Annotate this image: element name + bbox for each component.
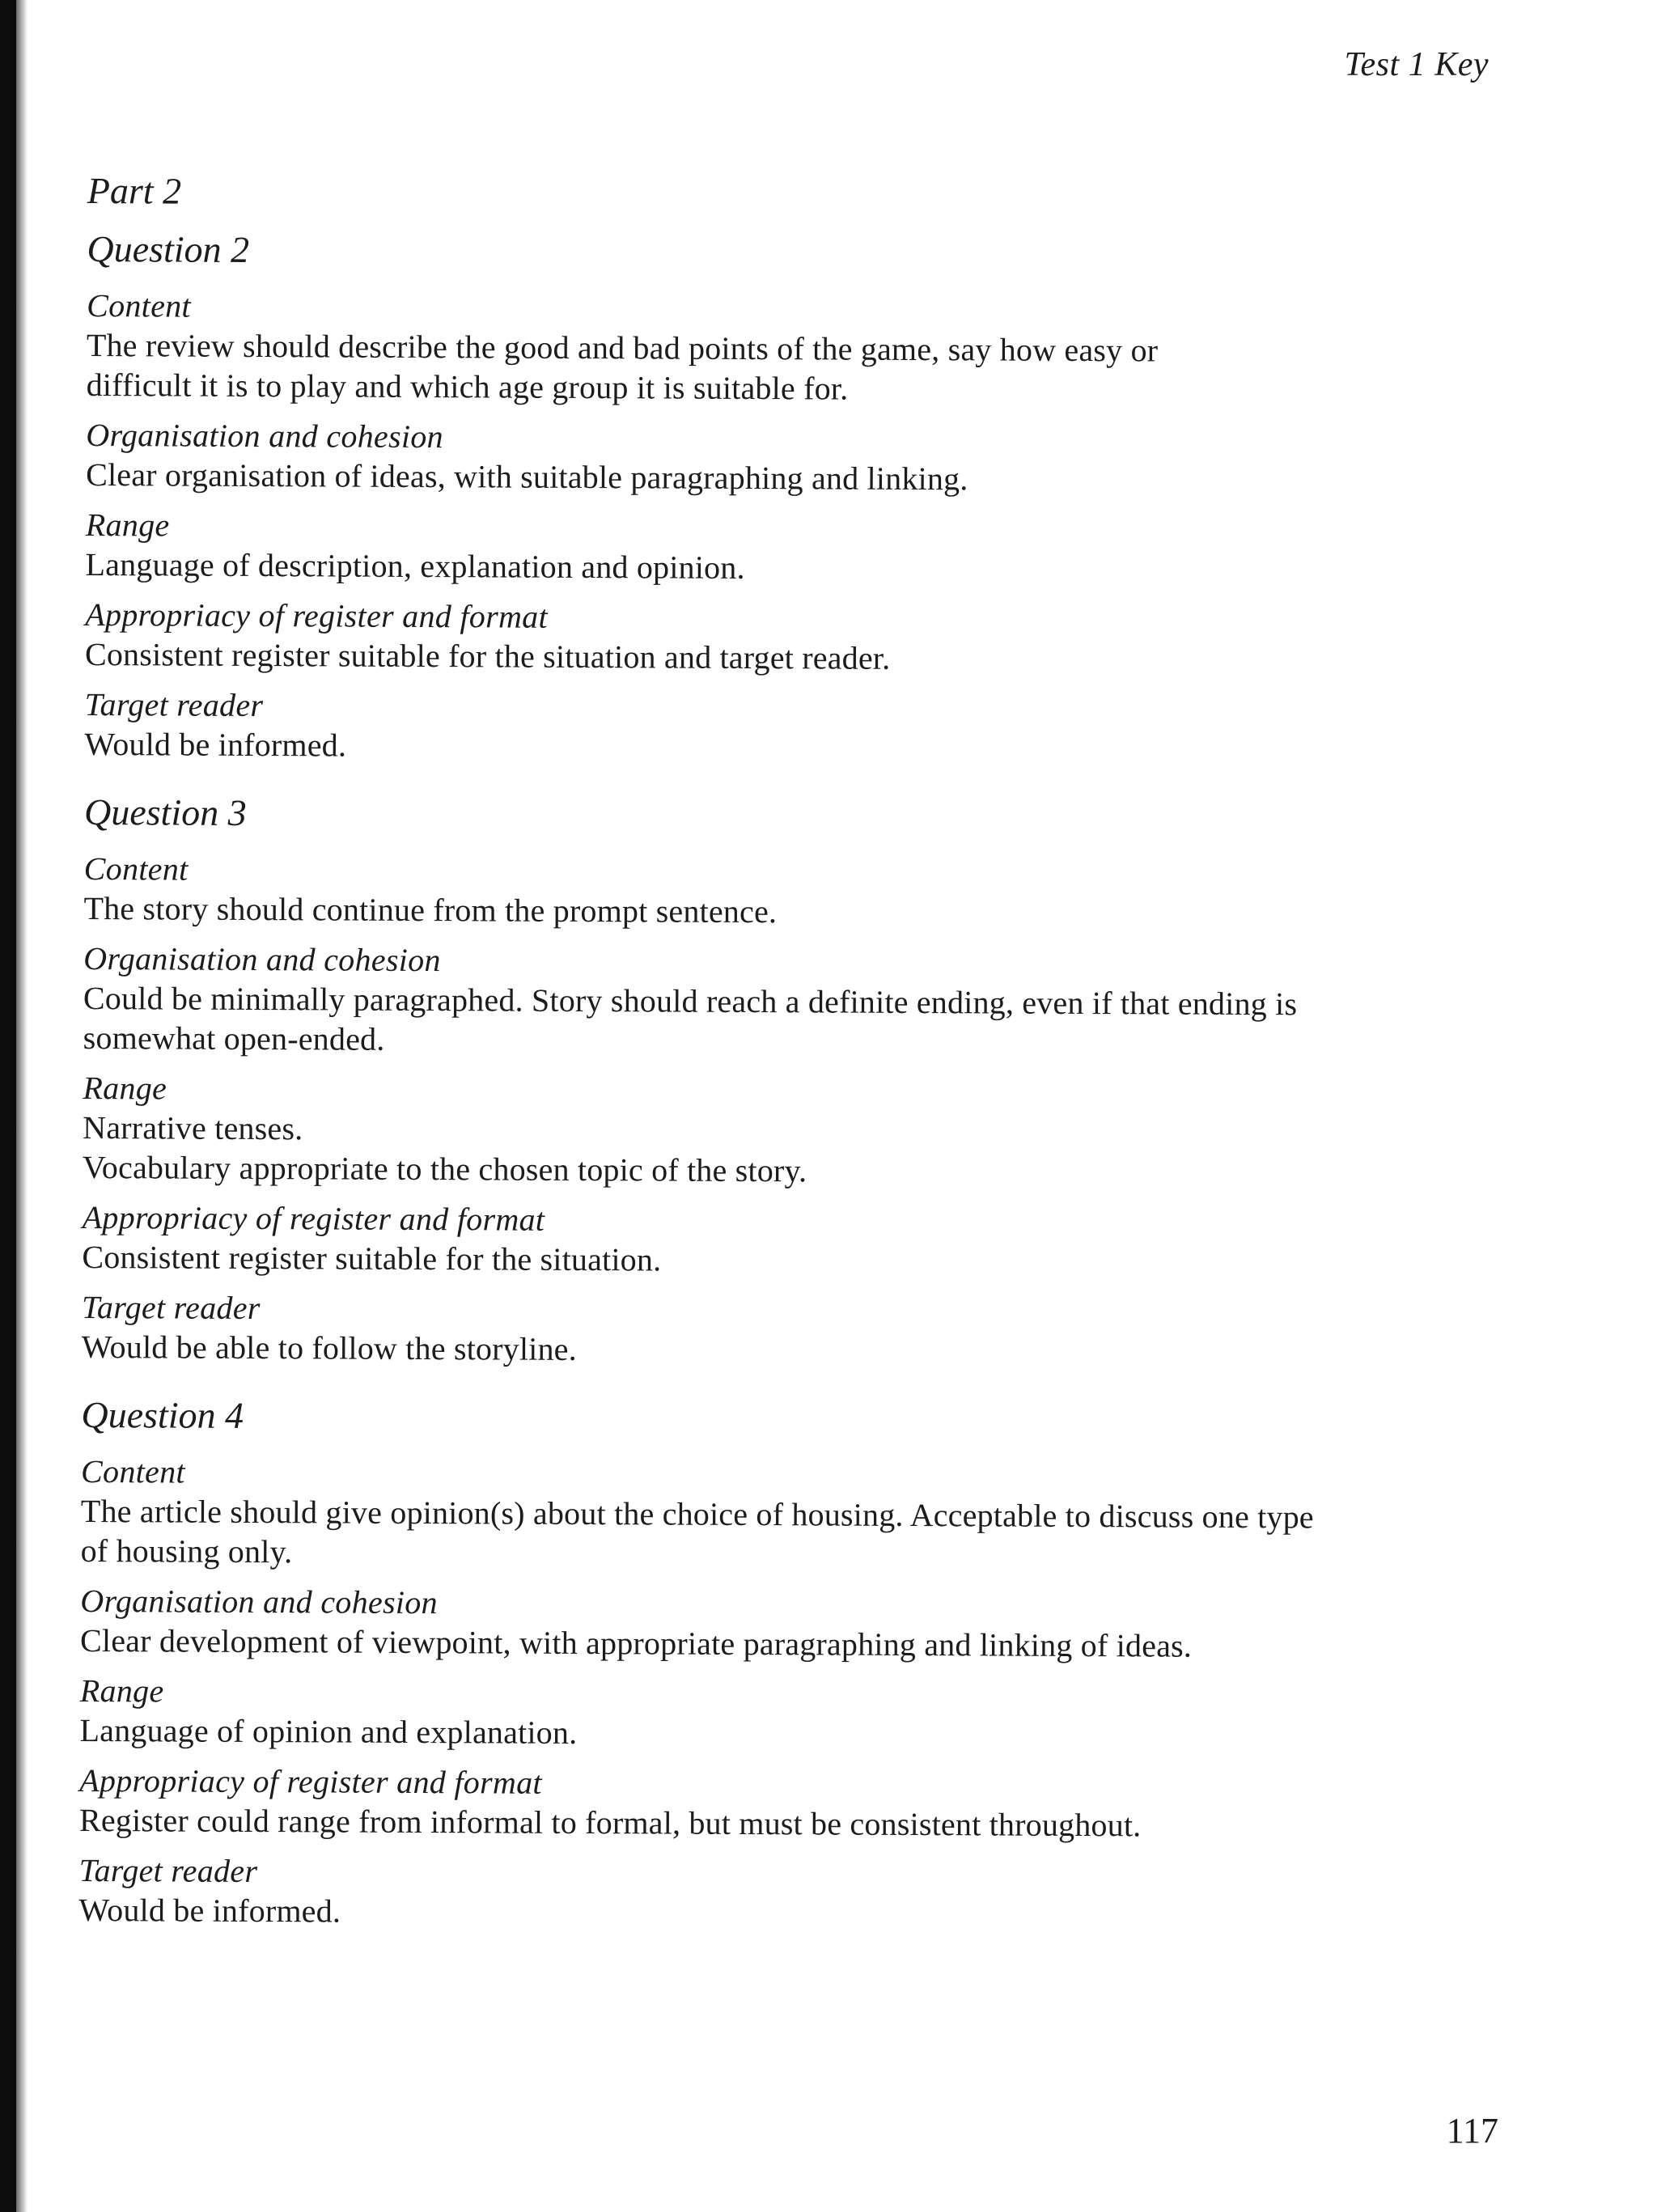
question-section [78, 1389, 1489, 1936]
criterion-target-reader [84, 685, 1492, 771]
criterion-range [85, 506, 1493, 591]
criterion-label: Range [85, 506, 170, 544]
criterion-target-reader [82, 1288, 1490, 1374]
criterion-label: Content [87, 286, 192, 324]
criterion-organisation [83, 939, 1492, 1065]
page-content [78, 165, 1495, 1936]
criterion-label: Target reader [78, 1851, 258, 1890]
criterion-text: The story should continue from the prompt sentence. [83, 889, 778, 930]
page-number: 117 [1446, 2111, 1498, 2151]
spine-shadow [16, 0, 28, 2212]
criterion-label: Range [79, 1672, 164, 1710]
criterion-text: The review should describe the good and bad points of the game, say how easy or [86, 326, 1159, 369]
part-title: Part 2 [87, 169, 182, 212]
criterion-text: Clear organisation of ideas, with suitable paragraphing and linking. [86, 456, 968, 498]
criterion-text: Would be able to follow the storyline. [81, 1328, 578, 1367]
criterion-text: Register could range from informal to formal, but must be consistent throughout. [78, 1801, 1142, 1844]
question-section [84, 223, 1494, 770]
question-title: Question 4 [81, 1393, 244, 1436]
criterion-text: Consistent register suitable for the situation and target reader. [84, 635, 891, 676]
criterion-label: Appropriacy of register and format [85, 595, 549, 635]
criterion-range [83, 1069, 1491, 1194]
criterion-appropriacy [82, 1198, 1490, 1284]
criterion-content [83, 850, 1491, 935]
criterion-text: Language of description, explanation and opinion. [85, 545, 745, 586]
book-spine-edge [0, 0, 16, 2212]
criterion-text: Clear development of viewpoint, with appropriate paragraphing and linking of ideas. [79, 1621, 1193, 1664]
criterion-label: Appropriacy of register and format [79, 1761, 543, 1801]
criterion-text: Would be informed. [78, 1891, 341, 1930]
criterion-text: of housing only. [80, 1532, 293, 1570]
criterion-text: Narrative tenses. [83, 1108, 303, 1147]
criterion-text: Vocabulary appropriate to the chosen topic of the story. [82, 1148, 807, 1189]
criterion-label: Range [83, 1069, 167, 1107]
criterion-text: The article should give opinion(s) about the choice of housing. Acceptable to discuss one type [80, 1492, 1314, 1536]
question-section [82, 786, 1492, 1373]
criterion-text: Language of opinion and explanation. [79, 1711, 578, 1751]
running-head: Test 1 Key [1344, 46, 1489, 83]
criterion-text: Could be minimally paragraphed. Story should reach a definite ending, even if that ending is [83, 979, 1298, 1023]
criterion-label: Organisation and cohesion [83, 939, 441, 979]
criterion-target-reader [78, 1851, 1486, 1937]
criterion-label: Target reader [84, 685, 264, 724]
criterion-organisation [86, 416, 1494, 502]
criterion-appropriacy [85, 595, 1493, 681]
question-title: Question 2 [87, 227, 250, 270]
criterion-text: Consistent register suitable for the situation. [82, 1238, 662, 1278]
criterion-content [87, 286, 1495, 412]
criterion-text: difficult it is to play and which age group it is suitable for. [86, 366, 849, 407]
question-title: Question 3 [83, 790, 247, 833]
criterion-label: Organisation and cohesion [86, 416, 444, 456]
criterion-label: Organisation and cohesion [80, 1582, 438, 1621]
criterion-label: Appropriacy of register and format [82, 1198, 545, 1238]
criterion-text: Would be informed. [84, 725, 347, 764]
criterion-content [81, 1452, 1490, 1578]
criterion-label: Content [83, 850, 189, 888]
criterion-range [79, 1672, 1487, 1757]
criterion-label: Content [81, 1452, 185, 1490]
criterion-appropriacy [79, 1761, 1487, 1847]
criterion-organisation [80, 1582, 1488, 1667]
criterion-text: somewhat open-ended. [83, 1019, 385, 1057]
criterion-label: Target reader [81, 1288, 261, 1327]
